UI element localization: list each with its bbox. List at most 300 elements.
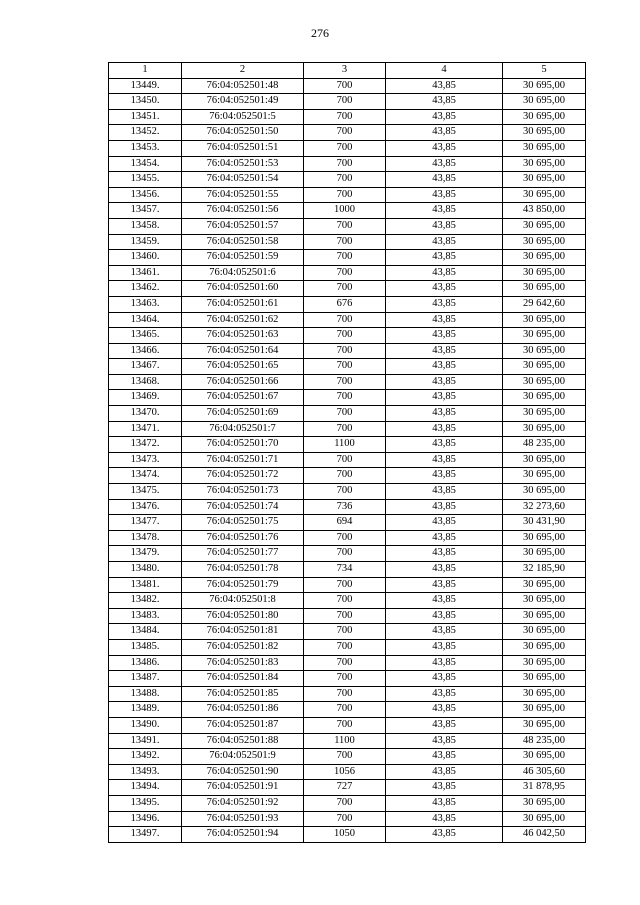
cell-row-number: 13471.: [109, 421, 182, 437]
cell-amount: 30 695,00: [503, 639, 586, 655]
cell-cadastral-number: 76:04:052501:92: [182, 795, 304, 811]
table-row: [109, 250, 586, 266]
table-row: [109, 452, 586, 468]
table-row: [109, 484, 586, 500]
cell-rate: 43,85: [386, 421, 503, 437]
cell-cadastral-number: 76:04:052501:73: [182, 484, 304, 500]
cell-amount: 30 695,00: [503, 468, 586, 484]
cell-row-number: 13481.: [109, 577, 182, 593]
cell-cadastral-number: 76:04:052501:48: [182, 78, 304, 94]
cell-rate: 43,85: [386, 655, 503, 671]
cell-cadastral-number: 76:04:052501:5: [182, 109, 304, 125]
cell-cadastral-number: 76:04:052501:90: [182, 764, 304, 780]
cell-cadastral-number: 76:04:052501:70: [182, 437, 304, 453]
cell-row-number: 13461.: [109, 265, 182, 281]
cell-amount: 30 695,00: [503, 702, 586, 718]
cell-area: 700: [304, 749, 386, 765]
table-row: [109, 468, 586, 484]
table-row: [109, 764, 586, 780]
cell-rate: 43,85: [386, 577, 503, 593]
table-row: [109, 374, 586, 390]
cell-cadastral-number: 76:04:052501:85: [182, 686, 304, 702]
cell-row-number: 13480.: [109, 562, 182, 578]
cell-row-number: 13465.: [109, 328, 182, 344]
cell-area: 700: [304, 577, 386, 593]
cell-area: 700: [304, 390, 386, 406]
cell-area: 700: [304, 359, 386, 375]
cell-rate: 43,85: [386, 328, 503, 344]
cell-area: 700: [304, 671, 386, 687]
cell-row-number: 13493.: [109, 764, 182, 780]
cell-amount: 30 695,00: [503, 234, 586, 250]
cell-rate: 43,85: [386, 468, 503, 484]
table-row: [109, 655, 586, 671]
table-row: [109, 827, 586, 843]
table-row: [109, 203, 586, 219]
cell-rate: 43,85: [386, 764, 503, 780]
cell-rate: 43,85: [386, 296, 503, 312]
cell-row-number: 13485.: [109, 639, 182, 655]
cell-amount: 48 235,00: [503, 733, 586, 749]
cell-amount: 30 695,00: [503, 281, 586, 297]
cell-rate: 43,85: [386, 203, 503, 219]
cell-row-number: 13460.: [109, 250, 182, 266]
cell-area: 700: [304, 717, 386, 733]
cell-amount: 30 695,00: [503, 343, 586, 359]
cell-area: 700: [304, 156, 386, 172]
cell-cadastral-number: 76:04:052501:50: [182, 125, 304, 141]
cell-amount: 30 695,00: [503, 671, 586, 687]
cell-area: 700: [304, 125, 386, 141]
cell-cadastral-number: 76:04:052501:83: [182, 655, 304, 671]
cell-amount: 30 695,00: [503, 406, 586, 422]
table-row: [109, 390, 586, 406]
cell-row-number: 13453.: [109, 140, 182, 156]
cell-cadastral-number: 76:04:052501:79: [182, 577, 304, 593]
table-row: [109, 749, 586, 765]
cell-amount: 30 695,00: [503, 172, 586, 188]
cell-area: 676: [304, 296, 386, 312]
cell-amount: 48 235,00: [503, 437, 586, 453]
cell-rate: 43,85: [386, 374, 503, 390]
cell-amount: 30 695,00: [503, 608, 586, 624]
cell-row-number: 13495.: [109, 795, 182, 811]
cell-area: 700: [304, 187, 386, 203]
cell-cadastral-number: 76:04:052501:69: [182, 406, 304, 422]
cell-rate: 43,85: [386, 811, 503, 827]
cell-amount: 30 431,90: [503, 515, 586, 531]
cell-row-number: 13467.: [109, 359, 182, 375]
table-row: [109, 702, 586, 718]
column-header-2: 2: [182, 63, 304, 79]
cell-cadastral-number: 76:04:052501:51: [182, 140, 304, 156]
table-body: [109, 78, 586, 842]
cell-cadastral-number: 76:04:052501:80: [182, 608, 304, 624]
cell-area: 700: [304, 546, 386, 562]
cell-amount: 30 695,00: [503, 624, 586, 640]
cell-cadastral-number: 76:04:052501:61: [182, 296, 304, 312]
cell-rate: 43,85: [386, 749, 503, 765]
cell-row-number: 13478.: [109, 530, 182, 546]
cell-cadastral-number: 76:04:052501:76: [182, 530, 304, 546]
cell-row-number: 13456.: [109, 187, 182, 203]
cell-area: 700: [304, 328, 386, 344]
cell-row-number: 13488.: [109, 686, 182, 702]
table-row: [109, 437, 586, 453]
cell-amount: 30 695,00: [503, 359, 586, 375]
cell-cadastral-number: 76:04:052501:49: [182, 94, 304, 110]
cell-row-number: 13454.: [109, 156, 182, 172]
cell-rate: 43,85: [386, 671, 503, 687]
cell-rate: 43,85: [386, 437, 503, 453]
cell-rate: 43,85: [386, 109, 503, 125]
table-row: [109, 172, 586, 188]
cell-rate: 43,85: [386, 686, 503, 702]
cell-area: 694: [304, 515, 386, 531]
cell-row-number: 13463.: [109, 296, 182, 312]
cell-row-number: 13489.: [109, 702, 182, 718]
table-row: [109, 562, 586, 578]
table-row: [109, 94, 586, 110]
cell-amount: 30 695,00: [503, 593, 586, 609]
table-row: [109, 156, 586, 172]
cell-rate: 43,85: [386, 608, 503, 624]
cell-row-number: 13459.: [109, 234, 182, 250]
cell-amount: 30 695,00: [503, 749, 586, 765]
cell-row-number: 13451.: [109, 109, 182, 125]
cell-rate: 43,85: [386, 562, 503, 578]
cell-amount: 30 695,00: [503, 795, 586, 811]
cell-cadastral-number: 76:04:052501:87: [182, 717, 304, 733]
cell-rate: 43,85: [386, 343, 503, 359]
table-row: [109, 421, 586, 437]
table-row: [109, 234, 586, 250]
cell-row-number: 13476.: [109, 499, 182, 515]
cell-row-number: 13475.: [109, 484, 182, 500]
cell-amount: 32 273,60: [503, 499, 586, 515]
cell-area: 734: [304, 562, 386, 578]
header-row: [109, 63, 586, 79]
cell-amount: 30 695,00: [503, 250, 586, 266]
cell-cadastral-number: 76:04:052501:54: [182, 172, 304, 188]
cell-amount: 30 695,00: [503, 328, 586, 344]
cell-cadastral-number: 76:04:052501:6: [182, 265, 304, 281]
cell-rate: 43,85: [386, 484, 503, 500]
cell-rate: 43,85: [386, 827, 503, 843]
cell-rate: 43,85: [386, 639, 503, 655]
cell-area: 1050: [304, 827, 386, 843]
cell-rate: 43,85: [386, 717, 503, 733]
cell-row-number: 13484.: [109, 624, 182, 640]
cell-area: 700: [304, 795, 386, 811]
cell-rate: 43,85: [386, 499, 503, 515]
cell-rate: 43,85: [386, 172, 503, 188]
cell-cadastral-number: 76:04:052501:71: [182, 452, 304, 468]
cell-cadastral-number: 76:04:052501:77: [182, 546, 304, 562]
cell-area: 700: [304, 639, 386, 655]
cell-rate: 43,85: [386, 515, 503, 531]
cell-amount: 30 695,00: [503, 156, 586, 172]
cell-area: 700: [304, 702, 386, 718]
cell-rate: 43,85: [386, 265, 503, 281]
table-row: [109, 780, 586, 796]
cell-cadastral-number: 76:04:052501:72: [182, 468, 304, 484]
cell-row-number: 13466.: [109, 343, 182, 359]
cell-row-number: 13452.: [109, 125, 182, 141]
table-row: [109, 717, 586, 733]
cell-area: 700: [304, 312, 386, 328]
table-row: [109, 577, 586, 593]
cell-amount: 30 695,00: [503, 577, 586, 593]
cell-area: 727: [304, 780, 386, 796]
cell-cadastral-number: 76:04:052501:91: [182, 780, 304, 796]
cell-cadastral-number: 76:04:052501:58: [182, 234, 304, 250]
cell-area: 736: [304, 499, 386, 515]
cell-row-number: 13492.: [109, 749, 182, 765]
cell-area: 1100: [304, 733, 386, 749]
cell-cadastral-number: 76:04:052501:55: [182, 187, 304, 203]
cell-area: 700: [304, 218, 386, 234]
table-row: [109, 109, 586, 125]
table-row: [109, 624, 586, 640]
cell-amount: 30 695,00: [503, 218, 586, 234]
table-row: [109, 359, 586, 375]
cell-amount: 46 305,60: [503, 764, 586, 780]
table-row: [109, 265, 586, 281]
table-row: [109, 811, 586, 827]
cell-amount: 30 695,00: [503, 187, 586, 203]
cell-rate: 43,85: [386, 733, 503, 749]
cell-area: 700: [304, 140, 386, 156]
cell-cadastral-number: 76:04:052501:64: [182, 343, 304, 359]
cell-rate: 43,85: [386, 250, 503, 266]
cell-amount: 30 695,00: [503, 546, 586, 562]
cell-rate: 43,85: [386, 780, 503, 796]
page-number: 276: [311, 26, 329, 40]
cell-cadastral-number: 76:04:052501:57: [182, 218, 304, 234]
column-header-3: 3: [304, 63, 386, 79]
cell-row-number: 13470.: [109, 406, 182, 422]
cell-area: 700: [304, 593, 386, 609]
table-row: [109, 593, 586, 609]
cell-rate: 43,85: [386, 218, 503, 234]
table-row: [109, 671, 586, 687]
cell-amount: 30 695,00: [503, 78, 586, 94]
cell-area: 700: [304, 374, 386, 390]
cell-area: 700: [304, 281, 386, 297]
cell-amount: 46 042,50: [503, 827, 586, 843]
column-header-5: 5: [503, 63, 586, 79]
cell-cadastral-number: 76:04:052501:62: [182, 312, 304, 328]
cell-cadastral-number: 76:04:052501:82: [182, 639, 304, 655]
cell-row-number: 13455.: [109, 172, 182, 188]
cell-cadastral-number: 76:04:052501:56: [182, 203, 304, 219]
cell-row-number: 13497.: [109, 827, 182, 843]
cell-area: 700: [304, 686, 386, 702]
cell-rate: 43,85: [386, 452, 503, 468]
cell-rate: 43,85: [386, 187, 503, 203]
cell-cadastral-number: 76:04:052501:94: [182, 827, 304, 843]
cell-amount: 30 695,00: [503, 421, 586, 437]
cell-cadastral-number: 76:04:052501:78: [182, 562, 304, 578]
cell-area: 700: [304, 234, 386, 250]
cell-cadastral-number: 76:04:052501:60: [182, 281, 304, 297]
cell-cadastral-number: 76:04:052501:86: [182, 702, 304, 718]
cell-cadastral-number: 76:04:052501:88: [182, 733, 304, 749]
cell-row-number: 13462.: [109, 281, 182, 297]
cell-area: 700: [304, 655, 386, 671]
cadastral-table: [108, 62, 586, 843]
cell-area: 1000: [304, 203, 386, 219]
table-row: [109, 125, 586, 141]
column-header-4: 4: [386, 63, 503, 79]
table-row: [109, 187, 586, 203]
table-row: [109, 686, 586, 702]
cell-amount: 30 695,00: [503, 390, 586, 406]
cell-area: 700: [304, 811, 386, 827]
cell-area: 700: [304, 343, 386, 359]
cell-row-number: 13469.: [109, 390, 182, 406]
table-row: [109, 795, 586, 811]
table-row: [109, 530, 586, 546]
table-row: [109, 218, 586, 234]
cell-area: 700: [304, 78, 386, 94]
cell-amount: 30 695,00: [503, 94, 586, 110]
cell-rate: 43,85: [386, 795, 503, 811]
table-row: [109, 312, 586, 328]
cell-rate: 43,85: [386, 312, 503, 328]
cell-row-number: 13491.: [109, 733, 182, 749]
cell-row-number: 13487.: [109, 671, 182, 687]
cell-area: 700: [304, 406, 386, 422]
cell-area: 1056: [304, 764, 386, 780]
cell-cadastral-number: 76:04:052501:81: [182, 624, 304, 640]
cell-rate: 43,85: [386, 546, 503, 562]
cell-rate: 43,85: [386, 234, 503, 250]
table-row: [109, 608, 586, 624]
cell-amount: 30 695,00: [503, 140, 586, 156]
cell-row-number: 13473.: [109, 452, 182, 468]
cell-amount: 30 695,00: [503, 811, 586, 827]
cell-rate: 43,85: [386, 281, 503, 297]
cell-cadastral-number: 76:04:052501:8: [182, 593, 304, 609]
cell-amount: 30 695,00: [503, 312, 586, 328]
cell-row-number: 13472.: [109, 437, 182, 453]
cell-amount: 30 695,00: [503, 717, 586, 733]
table-row: [109, 733, 586, 749]
cell-area: 1100: [304, 437, 386, 453]
table-row: [109, 281, 586, 297]
cell-area: 700: [304, 484, 386, 500]
table-row: [109, 78, 586, 94]
cell-cadastral-number: 76:04:052501:84: [182, 671, 304, 687]
table-row: [109, 328, 586, 344]
cell-row-number: 13450.: [109, 94, 182, 110]
cell-amount: 30 695,00: [503, 452, 586, 468]
cell-cadastral-number: 76:04:052501:74: [182, 499, 304, 515]
cell-area: 700: [304, 608, 386, 624]
column-header-1: 1: [109, 63, 182, 79]
cell-row-number: 13464.: [109, 312, 182, 328]
cell-rate: 43,85: [386, 94, 503, 110]
cell-amount: 30 695,00: [503, 125, 586, 141]
cell-area: 700: [304, 250, 386, 266]
cell-cadastral-number: 76:04:052501:9: [182, 749, 304, 765]
cell-amount: 32 185,90: [503, 562, 586, 578]
cell-area: 700: [304, 421, 386, 437]
cell-row-number: 13486.: [109, 655, 182, 671]
cell-amount: 31 878,95: [503, 780, 586, 796]
cell-rate: 43,85: [386, 593, 503, 609]
cell-amount: 30 695,00: [503, 109, 586, 125]
cell-row-number: 13479.: [109, 546, 182, 562]
cell-area: 700: [304, 265, 386, 281]
cell-rate: 43,85: [386, 140, 503, 156]
cell-cadastral-number: 76:04:052501:93: [182, 811, 304, 827]
table-row: [109, 296, 586, 312]
cell-rate: 43,85: [386, 390, 503, 406]
cell-rate: 43,85: [386, 530, 503, 546]
cell-area: 700: [304, 109, 386, 125]
table-row: [109, 546, 586, 562]
cell-row-number: 13490.: [109, 717, 182, 733]
table-row: [109, 140, 586, 156]
cell-row-number: 13482.: [109, 593, 182, 609]
cell-amount: 43 850,00: [503, 203, 586, 219]
table-row: [109, 515, 586, 531]
cell-rate: 43,85: [386, 702, 503, 718]
cell-area: 700: [304, 94, 386, 110]
table-row: [109, 499, 586, 515]
cell-row-number: 13457.: [109, 203, 182, 219]
cell-cadastral-number: 76:04:052501:7: [182, 421, 304, 437]
cell-rate: 43,85: [386, 624, 503, 640]
cell-cadastral-number: 76:04:052501:66: [182, 374, 304, 390]
cell-area: 700: [304, 624, 386, 640]
cell-amount: 30 695,00: [503, 484, 586, 500]
cell-rate: 43,85: [386, 125, 503, 141]
cell-row-number: 13494.: [109, 780, 182, 796]
cell-amount: 30 695,00: [503, 265, 586, 281]
cell-area: 700: [304, 468, 386, 484]
table-row: [109, 639, 586, 655]
cell-area: 700: [304, 452, 386, 468]
cell-cadastral-number: 76:04:052501:65: [182, 359, 304, 375]
cell-cadastral-number: 76:04:052501:63: [182, 328, 304, 344]
cell-row-number: 13449.: [109, 78, 182, 94]
cell-cadastral-number: 76:04:052501:67: [182, 390, 304, 406]
cell-rate: 43,85: [386, 406, 503, 422]
cell-amount: 29 642,60: [503, 296, 586, 312]
cell-row-number: 13458.: [109, 218, 182, 234]
cell-area: 700: [304, 172, 386, 188]
cell-area: 700: [304, 530, 386, 546]
cell-rate: 43,85: [386, 156, 503, 172]
table-row: [109, 406, 586, 422]
cell-amount: 30 695,00: [503, 686, 586, 702]
cell-rate: 43,85: [386, 359, 503, 375]
cell-rate: 43,85: [386, 78, 503, 94]
cell-cadastral-number: 76:04:052501:75: [182, 515, 304, 531]
cell-cadastral-number: 76:04:052501:53: [182, 156, 304, 172]
cell-row-number: 13496.: [109, 811, 182, 827]
cell-cadastral-number: 76:04:052501:59: [182, 250, 304, 266]
cell-row-number: 13477.: [109, 515, 182, 531]
cell-amount: 30 695,00: [503, 530, 586, 546]
table-row: [109, 343, 586, 359]
cell-amount: 30 695,00: [503, 655, 586, 671]
cell-row-number: 13468.: [109, 374, 182, 390]
